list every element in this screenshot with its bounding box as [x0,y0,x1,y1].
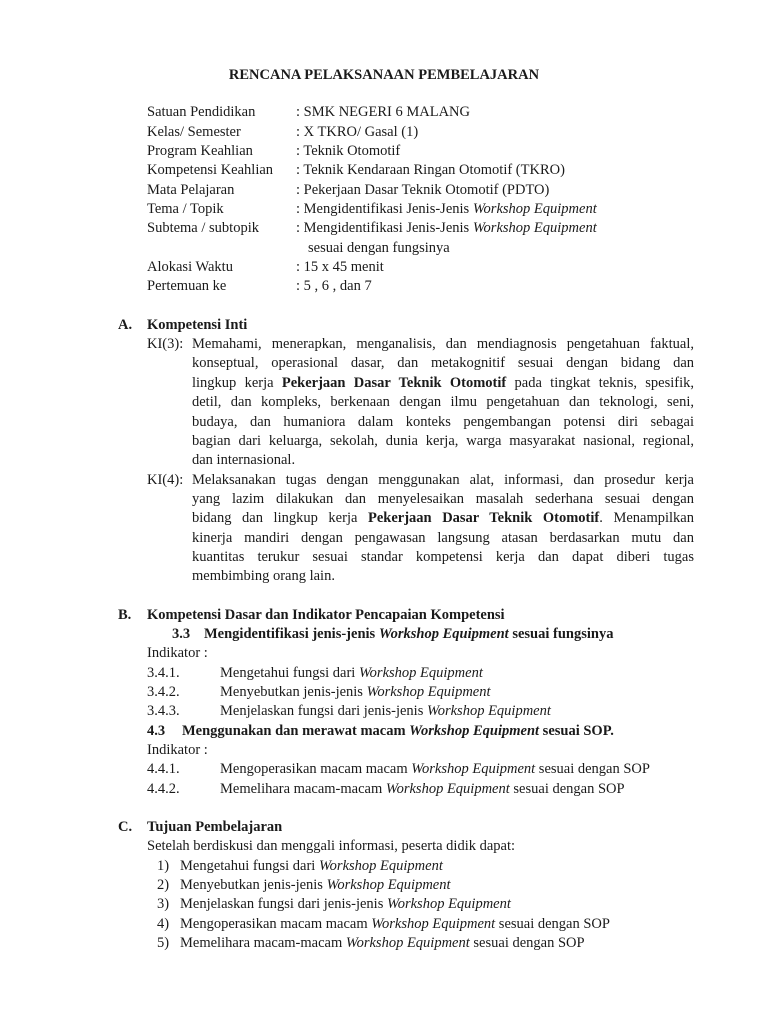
text-segment: SMK NEGERI 6 MALANG [303,104,471,121]
text-segment: 5 , 6 , dan 7 [303,278,372,295]
ki-line [0,509,768,528]
section-letter: C. [118,819,133,836]
identity-row [0,219,768,238]
text-segment: sesuai SOP. [539,722,614,739]
identity-row [0,161,768,180]
tujuan-item [0,895,768,914]
ki-line [0,548,768,567]
text-segment: Workshop Equipment [426,703,551,720]
document-title: RENCANA PELAKSANAAN PEMBELAJARAN [228,67,540,83]
ki-line [0,471,768,490]
text-segment: yang lazim dilakukan dan menyelesaikan masalah sederhana sesuai dengan [192,490,694,507]
identity-row [0,258,768,277]
ki-line [0,529,768,548]
colon: : [296,104,304,121]
section-letter: B. [118,606,132,623]
identity-label: Pertemuan ke [147,278,227,295]
ki-text [192,490,694,509]
text-segment: Pekerjaan Dasar Teknik Otomotif (PDTO) [303,181,550,198]
text-segment: Workshop Equipment [366,683,491,700]
identity-label: Satuan Pendidikan [147,104,256,121]
ki-text [192,548,694,567]
colon: : [296,162,304,179]
identity-label: Alokasi Waktu [147,259,233,276]
section-heading: Kompetensi Dasar dan Indikator Pencapaian Kompetensi [147,606,505,623]
ki-tag: KI(4): [147,471,184,488]
identity-row [0,277,768,296]
text-segment: dan internasional. [192,452,296,469]
ki-text [192,393,694,412]
identity-label: Kompetensi Keahlian [147,162,274,179]
colon: : [296,143,304,160]
ki-line [0,393,768,412]
text-segment: Pekerjaan Dasar Teknik Otomotif [281,374,507,391]
ki-text [192,567,694,586]
ki-line [0,451,768,470]
text-segment: Workshop Equipment [358,664,483,681]
list-number: 1) [157,857,170,874]
list-number: 4.4.1. [147,761,180,778]
ki-text [192,374,694,393]
tujuan-item [0,857,768,876]
tujuan-item [0,934,768,953]
text-segment: budaya, dan humaniora dalam konteks pengembangan potensi diri sebagai [192,413,694,430]
ki-line [0,354,768,373]
text-segment: detil, dan kompleks, berkenaan dengan ilmu pengetahuan dan teknologi, seni, [192,394,694,411]
colon: : [296,181,304,198]
identity-value [296,219,597,238]
colon: : [296,220,304,237]
text-segment: Workshop Equipment [386,896,511,913]
identity-label: Kelas/ Semester [147,123,241,140]
text-segment: Mengoperasikan macam macam [180,915,372,932]
identity-value [296,181,549,200]
identity-value [296,277,372,296]
text-segment: sesuai fungsinya [508,625,614,642]
identity-label: Mata Pelajaran [147,181,235,198]
identity-label: Subtema / subtopik [147,220,259,237]
list-text [180,876,451,895]
text-segment: Workshop Equipment [472,201,597,218]
list-text [180,857,443,876]
text-segment: Melaksanakan tugas dengan menggunakan alat, informasi, dan prosedur kerja [192,471,694,488]
ki-text [192,509,694,528]
indikator-item [0,664,768,683]
text-segment: Menggunakan dan merawat macam [182,722,410,739]
identity-value [296,161,565,180]
indikator-item [0,780,768,799]
identity-row [0,200,768,219]
identity-value [296,258,384,277]
text-segment: Memahami, menerapkan, menganalisis, dan mendiagnosis pengetahuan faktual, [192,336,694,353]
indikator-item [0,702,768,721]
text-segment: Menyebutkan jenis-jenis [220,683,367,700]
text-segment: lingkup kerja [192,374,282,391]
list-text [220,780,625,799]
text-segment: bagian dari keluarga, sekolah, dunia kerja, warga masyarakat nasional, regional, [192,432,694,449]
identity-row-continuation [0,239,768,258]
indikator-label: Indikator : [147,645,208,662]
ki-text [192,335,694,354]
ki-text [192,529,694,548]
list-text [220,702,551,721]
list-number: 3.4.2. [147,683,180,700]
text-segment: Workshop Equipment [371,915,496,932]
text-segment: Menyebutkan jenis-jenis [180,877,327,894]
text-segment: konseptual, operasional dasar, dan metakognitif sesuai dengan bidang dan [192,355,694,372]
text-segment: Workshop Equipment [409,722,540,739]
indikator-item [0,683,768,702]
ki-line [0,567,768,586]
text-segment: membimbing orang lain. [192,568,335,585]
list-text [220,683,491,702]
list-number: 5) [157,935,170,952]
text-segment: Workshop Equipment [472,220,597,237]
kd-3-3: 3.3 Mengidentifikasi jenis-jenis Workshop Equipment sesuai fungsinya [172,625,614,642]
list-number: 4.4.2. [147,780,180,797]
text-segment: Menjelaskan fungsi dari jenis-jenis [220,703,427,720]
section-heading: Kompetensi Inti [147,316,248,333]
text-segment: Memelihara macam-macam [180,935,346,952]
ki-text [192,413,694,432]
tujuan-item [0,915,768,934]
ki-line [0,335,768,354]
list-text [220,760,650,779]
text-segment: sesuai dengan SOP [469,935,585,952]
identity-label: Tema / Topik [147,201,224,218]
list-text [220,664,483,683]
text-segment: Workshop Equipment [326,877,451,894]
section-tujuan-pembelajaran [0,818,768,953]
list-number: 3.4.1. [147,664,180,681]
identity-value-continuation: sesuai dengan fungsinya [308,239,450,256]
indikator-item [0,760,768,779]
colon: : [296,201,304,218]
text-segment: kinerja mandiri dengan pengawasan langsung atasan berdasarkan mutu dan [192,529,694,546]
text-segment: Mengidentifikasi jenis-jenis [204,625,379,642]
list-number: 3.4.3. [147,703,180,720]
colon: : [296,259,304,276]
text-segment: Menjelaskan fungsi dari jenis-jenis [180,896,387,913]
text-segment: sesuai dengan SOP [495,915,610,932]
identity-label: Program Keahlian [147,143,253,160]
identity-value [296,103,470,122]
section-kompetensi-inti [0,316,768,587]
kd-4-3: 4.3 Menggunakan dan merawat macam Workshop Equipment sesuai SOP. [147,722,614,739]
list-text [180,895,511,914]
list-number: 2) [157,877,170,894]
text-segment: Mengetahui fungsi dari [220,664,359,681]
section-kompetensi-dasar [0,606,768,799]
ki-line [0,432,768,451]
text-segment: Workshop Equipment [411,761,536,778]
ki-text [192,471,694,490]
section-letter: A. [118,316,133,333]
colon: : [296,123,304,140]
ki-text [192,451,694,470]
text-segment: bidang dan lingkup kerja [192,510,368,527]
text-segment: kuantitas terukur sesuai standar kompetensi kerja dan dapat diberi tugas [192,548,694,565]
text-segment: Workshop Equipment [345,935,470,952]
list-text [180,915,610,934]
list-number: 4) [157,915,170,932]
ki-line [0,490,768,509]
colon: : [296,278,304,295]
text-segment: Workshop Equipment [318,857,443,874]
identity-value [296,200,597,219]
ki-line [0,374,768,393]
text-segment: Mengidentifikasi Jenis-Jenis [303,201,473,218]
identity-row [0,103,768,122]
indikator-label: Indikator : [147,742,208,758]
text-segment: Pekerjaan Dasar Teknik Otomotif [368,510,600,527]
text-segment: X TKRO/ Gasal (1) [303,123,419,140]
text-segment: Mengoperasikan macam macam [220,761,412,778]
list-number: 3) [157,896,170,913]
text-segment: . Menampilkan [599,510,694,527]
identity-value [296,123,418,142]
text-segment: sesuai dengan SOP [535,761,650,778]
text-segment: Workshop Equipment [378,625,509,642]
text-segment: Mengetahui fungsi dari [180,857,319,874]
section-heading: Tujuan Pembelajaran [147,819,283,836]
tujuan-intro: Setelah berdiskusi dan menggali informasi, peserta didik dapat: [147,838,516,855]
text-segment: 15 x 45 menit [303,259,384,276]
ki-line [0,413,768,432]
text-segment: sesuai dengan SOP [509,780,625,797]
text-segment: Mengidentifikasi Jenis-Jenis [303,220,473,237]
text-segment: Memelihara macam-macam [220,780,386,797]
ki-text [192,432,694,451]
identity-table [0,103,768,296]
text-segment: pada tingkat teknis, spesifik, [506,374,694,391]
ki-text [192,354,694,373]
identity-row [0,123,768,142]
text-segment: Workshop Equipment [385,780,510,797]
identity-value [296,142,400,161]
identity-row [0,142,768,161]
identity-row [0,181,768,200]
list-text [180,934,585,953]
text-segment: Teknik Otomotif [303,143,401,160]
tujuan-item [0,876,768,895]
text-segment: Teknik Kendaraan Ringan Otomotif (TKRO) [303,162,565,179]
ki-tag: KI(3): [147,336,184,353]
